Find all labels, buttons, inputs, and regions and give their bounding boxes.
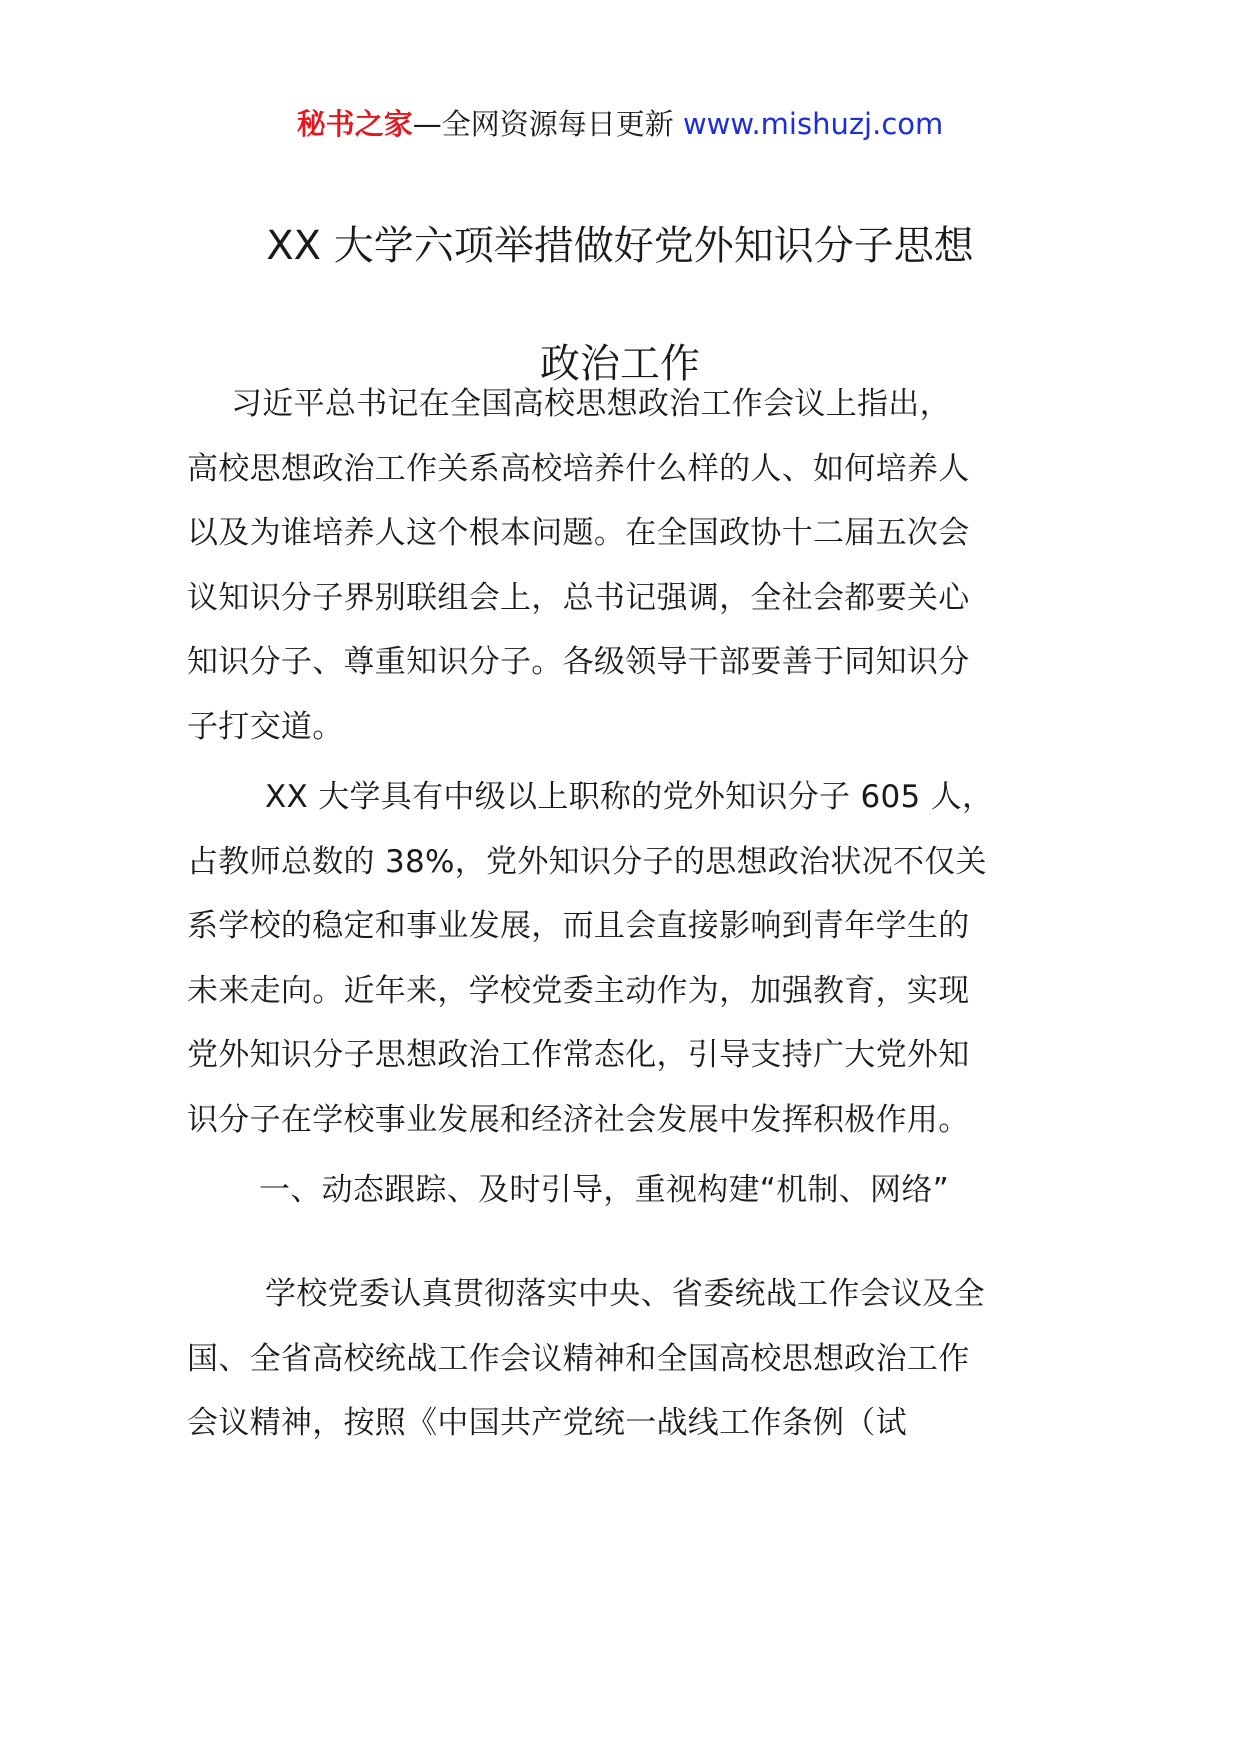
paragraph-line: 占教师总数的 38%，党外知识分子的思想政治状况不仅关 (187, 843, 987, 880)
document-title-line-1: XX 大学六项举措做好党外知识分子思想 (266, 223, 974, 269)
paragraph-line: 议知识分子界别联组会上，总书记强调，全社会都要关心 (187, 579, 970, 616)
site-header (0, 104, 1240, 144)
site-url-link[interactable]: www.mishuzj.com (682, 107, 944, 141)
paragraph-line: 高校思想政治工作关系高校培养什么样的人、如何培养人 (187, 450, 970, 487)
paragraph-line: 识分子在学校事业发展和经济社会发展中发挥积极作用。 (187, 1101, 970, 1138)
paragraph-line: 未来走向。近年来，学校党委主动作为，加强教育，实现 (187, 972, 970, 1009)
paragraph-3 (187, 1262, 1057, 1456)
document-title-line-2: 政治工作 (540, 341, 700, 387)
section-heading-text: 一、动态跟踪、及时引导，重视构建“机制、网络” (259, 1172, 950, 1208)
paragraph-line: 知识分子、尊重知识分子。各级领导干部要善于同知识分 (187, 644, 970, 680)
paragraph-line: 子打交道。 (187, 708, 344, 745)
site-tagline: —全网资源每日更新 (412, 107, 683, 141)
section-heading-1 (187, 1158, 1057, 1223)
paragraph-line: 国、全省高校统战工作会议精神和全国高校思想政治工作 (187, 1340, 970, 1377)
paragraph-line: 习近平总书记在全国高校思想政治工作会议上指出， (231, 386, 951, 422)
paragraph-line: XX 大学具有中级以上职称的党外知识分子 605 人， (265, 779, 994, 815)
paragraph-line: 以及为谁培养人这个根本问题。在全国政协十二届五次会 (187, 515, 970, 551)
paragraph-line: 系学校的稳定和事业发展，而且会直接影响到青年学生的 (187, 908, 970, 944)
paragraph-line: 会议精神，按照《中国共产党统一战线工作条例（试 (187, 1405, 907, 1441)
paragraph-line: 学校党委认真贯彻落实中央、省委统战工作会议及全 (265, 1276, 985, 1312)
paragraph-1 (187, 372, 1057, 759)
paragraph-line: 党外知识分子思想政治工作常态化，引导支持广大党外知 (187, 1037, 970, 1073)
site-brand: 秘书之家 (296, 107, 413, 141)
paragraph-2 (187, 765, 1057, 1152)
